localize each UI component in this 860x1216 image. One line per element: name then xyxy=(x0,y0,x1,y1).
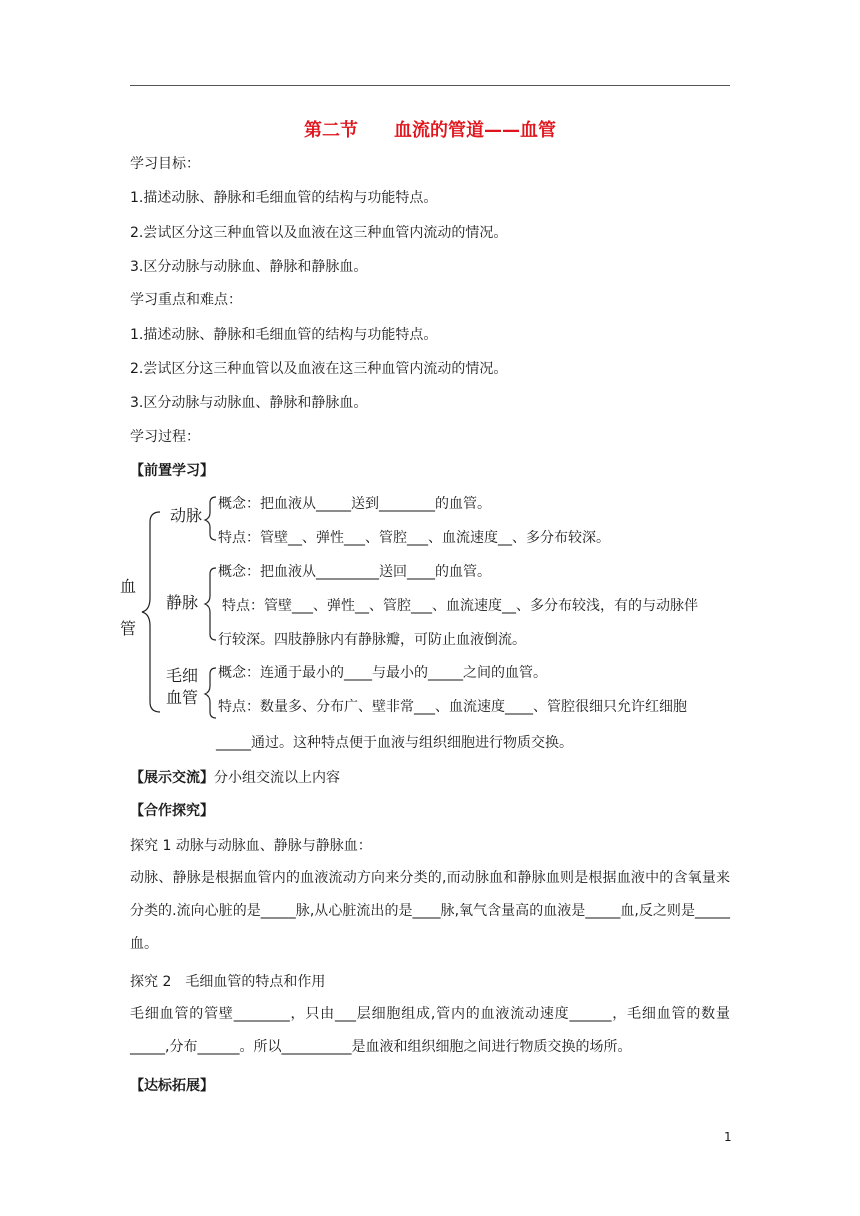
key-point-item-2: 2.尝试区分这三种血管以及血液在这三种血管内流动的情况。 xyxy=(130,361,508,377)
goal-item-2: 2.尝试区分这三种血管以及血液在这三种血管内流动的情况。 xyxy=(130,225,508,241)
capillary-feature-line-1: 特点：数量多、分布广、壁非常___、血流速度____、管腔很细只允许红细胞 xyxy=(218,699,687,715)
vein-feature-line-2: 行较深。四肢静脉内有静脉瓣，可防止血液倒流。 xyxy=(218,632,526,648)
capillary-label-line-2: 血管 xyxy=(166,688,199,707)
extend-heading: 【达标拓展】 xyxy=(130,1078,214,1094)
process-heading: 学习过程： xyxy=(130,429,200,445)
vein-concept: 概念：把血液从_________送回____的血管。 xyxy=(218,564,491,580)
capillary-feature-line-2: _____通过。这种特点便于血液与组织细胞进行物质交换。 xyxy=(216,735,573,751)
explore2-text: 毛细血管的管壁________，只由___层细胞组成,管内的血液流动速度______，毛细血管的数量_____,分布______。所以__________是血液和组织细胞之间进行物质交换的场所。 xyxy=(130,1006,730,1055)
page-number: 1 xyxy=(724,1130,732,1144)
artery-label: 动脉 xyxy=(170,506,203,525)
capillary-label-line-1: 毛细 xyxy=(166,666,199,685)
explore1-title: 探究 1 动脉与动脉血、静脉与静脉血： xyxy=(130,838,372,854)
vein-label: 静脉 xyxy=(166,593,199,612)
cooperate-heading: 【合作探究】 xyxy=(130,803,214,819)
artery-concept: 概念：把血液从_____送到________的血管。 xyxy=(218,496,491,512)
key-point-item-1: 1.描述动脉、静脉和毛细血管的结构与功能特点。 xyxy=(130,327,438,343)
goal-item-3: 3.区分动脉与动脉血、静脉和静脉血。 xyxy=(130,259,368,275)
show-exchange-heading: 【展示交流】 xyxy=(130,770,214,786)
explore1-text: 动脉、静脉是根据血管内的血液流动方向来分类的,而动脉血和静脉血则是根据血液中的含氧量来分类的.流向心脏的是_____脉,从心脏流出的是____脉,氧气含量高的血液是_____血,反之则是_____血。 xyxy=(130,870,730,952)
show-exchange-text: 分小组交流以上内容 xyxy=(214,770,340,786)
vessel-root-char-1: 血 xyxy=(120,577,137,596)
capillary-concept: 概念：连通于最小的____与最小的_____之间的血管。 xyxy=(218,665,547,681)
key-points-heading: 学习重点和难点： xyxy=(130,292,242,308)
vessel-root-char-2: 管 xyxy=(120,619,137,638)
artery-feature: 特点：管壁__、弹性___、管腔___、血流速度__、多分布较深。 xyxy=(218,530,610,546)
goals-heading: 学习目标： xyxy=(130,156,200,172)
show-exchange-line xyxy=(130,769,340,787)
goal-item-1: 1.描述动脉、静脉和毛细血管的结构与功能特点。 xyxy=(130,190,438,206)
explore2-title: 探究 2 毛细血管的特点和作用 xyxy=(130,974,326,990)
vein-feature-line-1: 特点：管壁___、弹性__、管腔___、血流速度__、多分布较浅，有的与动脉伴 xyxy=(222,598,698,614)
key-point-item-3: 3.区分动脉与动脉血、静脉和静脉血。 xyxy=(130,395,368,411)
page-title: 第二节 血流的管道——血管 xyxy=(304,120,556,141)
pre-study-heading: 【前置学习】 xyxy=(130,463,214,479)
